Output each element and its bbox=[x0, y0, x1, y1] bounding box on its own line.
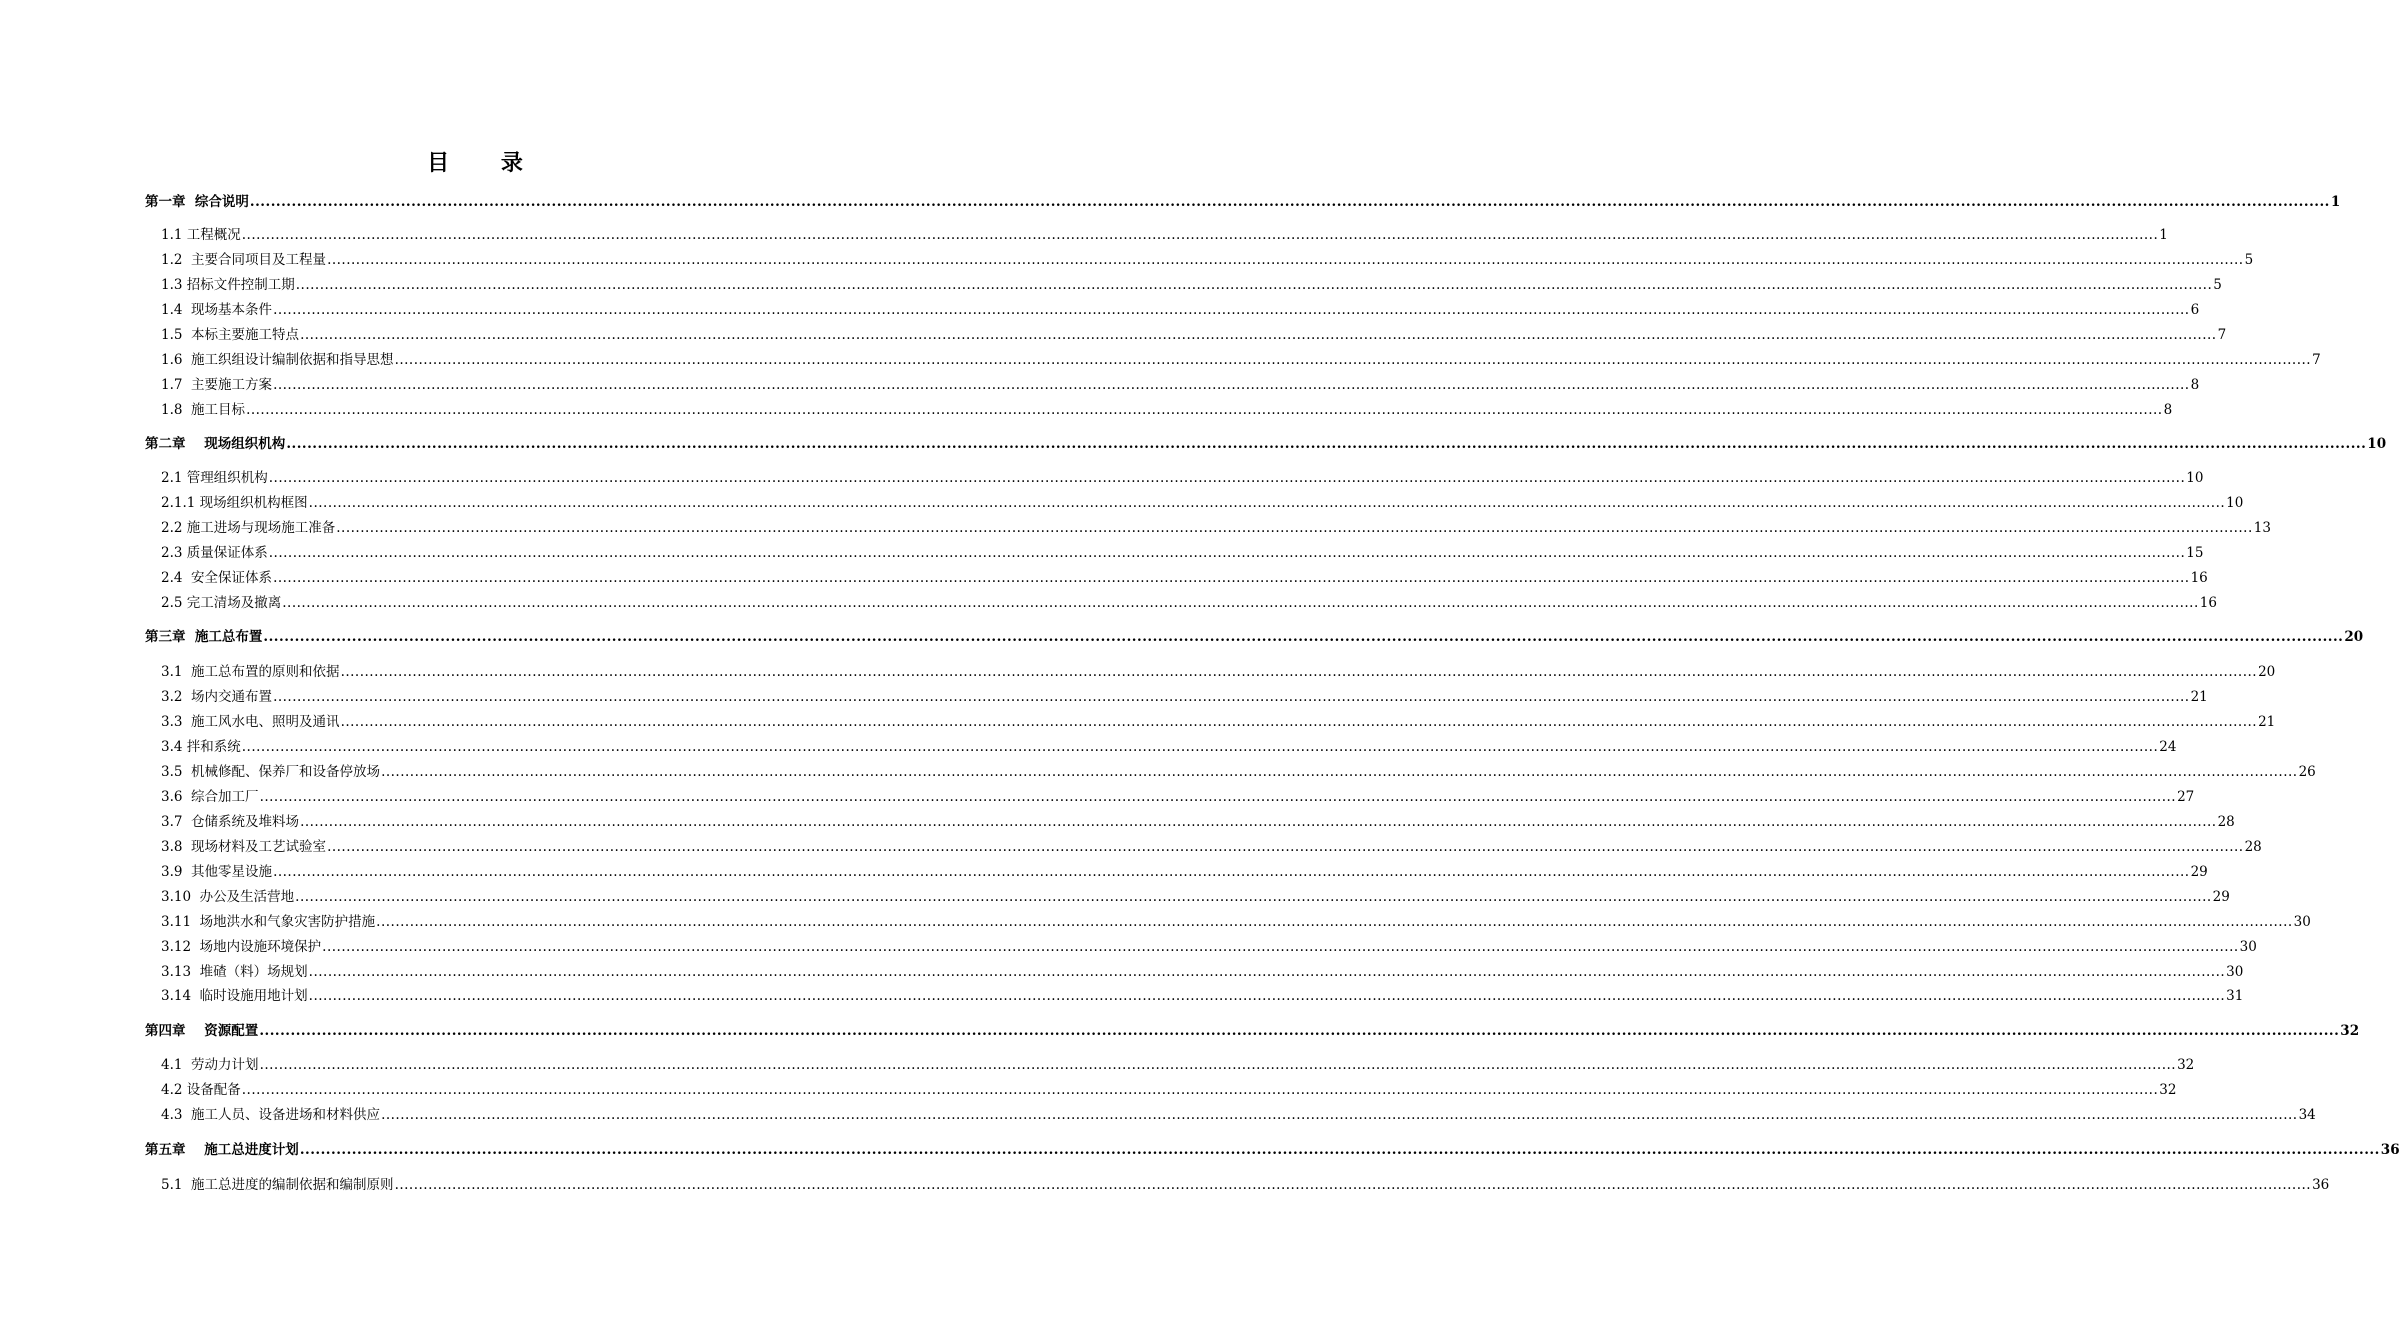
toc-entry-title: 3.13 堆碴（料）场规划 bbox=[161, 964, 308, 980]
toc-entry-title: 第五章 施工总进度计划 bbox=[145, 1142, 299, 1158]
dot-leader: ................................................................................................................................................................................................................................................................................................................................................................................................................ bbox=[241, 227, 2159, 243]
toc-entry-title: 3.7 仓储系统及堆料场 bbox=[161, 814, 300, 830]
toc-entry-page-number: 7 bbox=[2217, 327, 2227, 343]
toc-section-entry[interactable] bbox=[161, 399, 2173, 419]
dot-leader: ................................................................................................................................................................................................................................................................................................................................................................................................................ bbox=[381, 764, 2298, 780]
toc-entry-page-number: 29 bbox=[2190, 864, 2208, 880]
toc-entry-title: 2.5 完工清场及撤离 bbox=[161, 595, 282, 611]
toc-section-entry[interactable] bbox=[161, 492, 2244, 512]
toc-entry-title: 1.6 施工织组设计编制依据和指导思想 bbox=[161, 352, 394, 368]
toc-entry-title: 4.3 施工人员、设备进场和材料供应 bbox=[161, 1107, 381, 1123]
dot-leader: ................................................................................................................................................................................................................................................................................................................................................................................................................ bbox=[381, 1107, 2298, 1123]
toc-entry-page-number: 32 bbox=[2159, 1082, 2177, 1098]
toc-entry-title: 3.6 综合加工厂 bbox=[161, 789, 259, 805]
dot-leader: ................................................................................................................................................................................................................................................................................................................................................................................................................ bbox=[241, 1082, 2159, 1098]
toc-entry-page-number: 16 bbox=[2199, 595, 2217, 611]
toc-section-entry[interactable] bbox=[161, 985, 2244, 1005]
dot-leader: ................................................................................................................................................................................................................................................................................................................................................................................................................ bbox=[273, 689, 2190, 705]
toc-entry-page-number: 28 bbox=[2244, 839, 2262, 855]
toc-entry-page-number: 1 bbox=[2159, 227, 2168, 243]
toc-entry-page-number: 5 bbox=[2213, 277, 2222, 293]
toc-section-entry[interactable] bbox=[161, 374, 2200, 394]
toc-section-entry[interactable] bbox=[161, 1174, 2330, 1194]
toc-entry-title: 3.1 施工总布置的原则和依据 bbox=[161, 664, 340, 680]
toc-entry-title: 第三章 施工总布置 bbox=[145, 629, 263, 645]
dot-leader: ................................................................................................................................................................................................................................................................................................................................................................................................................ bbox=[273, 302, 2190, 318]
dot-leader: ................................................................................................................................................................................................................................................................................................................................................................................................................ bbox=[273, 377, 2190, 393]
toc-entry-page-number: 31 bbox=[2226, 988, 2244, 1004]
toc-entry-title: 1.8 施工目标 bbox=[161, 402, 246, 418]
toc-section-entry[interactable] bbox=[161, 711, 2276, 731]
toc-entry-page-number: 10 bbox=[2226, 495, 2244, 511]
dot-leader: ................................................................................................................................................................................................................................................................................................................................................................................................................ bbox=[268, 470, 2186, 486]
toc-section-entry[interactable] bbox=[161, 299, 2200, 319]
toc-entry-title: 1.7 主要施工方案 bbox=[161, 377, 273, 393]
toc-entry-page-number: 28 bbox=[2217, 814, 2235, 830]
toc-entry-page-number: 32 bbox=[2177, 1057, 2195, 1073]
toc-section-entry[interactable] bbox=[161, 861, 2208, 881]
toc-entry-page-number: 6 bbox=[2190, 302, 2200, 318]
toc-section-entry[interactable] bbox=[161, 249, 2254, 269]
toc-entry-page-number: 30 bbox=[2293, 914, 2311, 930]
toc-entry-title: 2.4 安全保证体系 bbox=[161, 570, 273, 586]
toc-section-entry[interactable] bbox=[161, 542, 2204, 562]
toc-entry-page-number: 10 bbox=[2186, 470, 2204, 486]
toc-entry-page-number: 36 bbox=[2312, 1177, 2330, 1193]
toc-entry-title: 3.11 场地洪水和气象灾害防护措施 bbox=[161, 914, 376, 930]
toc-chapter-entry[interactable] bbox=[145, 626, 2364, 646]
toc-section-entry[interactable] bbox=[161, 1054, 2195, 1074]
toc-entry-title: 3.9 其他零星设施 bbox=[161, 864, 273, 880]
toc-section-entry[interactable] bbox=[161, 811, 2235, 831]
toc-entry-title: 2.1 管理组织机构 bbox=[161, 470, 268, 486]
toc-entry-page-number: 8 bbox=[2163, 402, 2173, 418]
toc-entry-title: 2.3 质量保证体系 bbox=[161, 545, 268, 561]
toc-chapter-entry[interactable] bbox=[145, 433, 2387, 453]
toc-entry-page-number: 20 bbox=[2344, 629, 2364, 645]
toc-entry-page-number: 34 bbox=[2298, 1107, 2316, 1123]
toc-section-entry[interactable] bbox=[161, 324, 2227, 344]
toc-section-entry[interactable] bbox=[161, 961, 2244, 981]
dot-leader: ................................................................................................................................................................................................................................................................................................................................................................................................................ bbox=[249, 194, 2330, 210]
toc-entry-title: 1.3 招标文件控制工期 bbox=[161, 277, 295, 293]
toc-entry-page-number: 7 bbox=[2312, 352, 2321, 368]
toc-section-entry[interactable] bbox=[161, 1104, 2316, 1124]
toc-entry-page-number: 29 bbox=[2212, 889, 2230, 905]
dot-leader: ................................................................................................................................................................................................................................................................................................................................................................................................................ bbox=[282, 595, 2199, 611]
toc-section-entry[interactable] bbox=[161, 786, 2195, 806]
dot-leader: ................................................................................................................................................................................................................................................................................................................................................................................................................ bbox=[308, 964, 2226, 980]
toc-entry-page-number: 1 bbox=[2330, 194, 2341, 210]
dot-leader: ................................................................................................................................................................................................................................................................................................................................................................................................................ bbox=[286, 436, 2367, 452]
toc-section-entry[interactable] bbox=[161, 517, 2271, 537]
toc-section-entry[interactable] bbox=[161, 936, 2257, 956]
toc-section-entry[interactable] bbox=[161, 567, 2208, 587]
toc-chapter-entry[interactable] bbox=[145, 1020, 2360, 1040]
toc-entry-page-number: 16 bbox=[2190, 570, 2208, 586]
toc-entry-title: 3.5 机械修配、保养厂和设备停放场 bbox=[161, 764, 381, 780]
toc-entry-title: 3.14 临时设施用地计划 bbox=[161, 988, 308, 1004]
dot-leader: ................................................................................................................................................................................................................................................................................................................................................................................................................ bbox=[299, 1142, 2380, 1158]
dot-leader: ................................................................................................................................................................................................................................................................................................................................................................................................................ bbox=[327, 839, 2244, 855]
dot-leader: ................................................................................................................................................................................................................................................................................................................................................................................................................ bbox=[322, 939, 2239, 955]
toc-section-entry[interactable] bbox=[161, 911, 2311, 931]
toc-section-entry[interactable] bbox=[161, 1079, 2177, 1099]
toc-entry-page-number: 36 bbox=[2380, 1142, 2400, 1158]
toc-entry-title: 5.1 施工总进度的编制依据和编制原则 bbox=[161, 1177, 394, 1193]
toc-section-entry[interactable] bbox=[161, 661, 2276, 681]
dot-leader: ................................................................................................................................................................................................................................................................................................................................................................................................................ bbox=[259, 1023, 2340, 1039]
toc-entry-title: 1.2 主要合同项目及工程量 bbox=[161, 252, 327, 268]
toc-chapter-entry[interactable] bbox=[145, 191, 2341, 211]
toc-entry-title: 3.12 场地内设施环境保护 bbox=[161, 939, 322, 955]
toc-section-entry[interactable] bbox=[161, 467, 2204, 487]
toc-entry-title: 4.2 设备配备 bbox=[161, 1082, 241, 1098]
dot-leader: ................................................................................................................................................................................................................................................................................................................................................................................................................ bbox=[300, 327, 2217, 343]
dot-leader: ................................................................................................................................................................................................................................................................................................................................................................................................................ bbox=[308, 495, 2226, 511]
toc-entry-page-number: 20 bbox=[2258, 664, 2276, 680]
dot-leader: ................................................................................................................................................................................................................................................................................................................................................................................................................ bbox=[295, 277, 2213, 293]
toc-section-entry[interactable] bbox=[161, 274, 2222, 294]
dot-leader: ................................................................................................................................................................................................................................................................................................................................................................................................................ bbox=[295, 889, 2212, 905]
dot-leader: ................................................................................................................................................................................................................................................................................................................................................................................................................ bbox=[308, 988, 2226, 1004]
toc-section-entry[interactable] bbox=[161, 836, 2262, 856]
toc-entry-page-number: 8 bbox=[2190, 377, 2200, 393]
toc-entry-title: 1.5 本标主要施工特点 bbox=[161, 327, 300, 343]
toc-entry-title: 第二章 现场组织机构 bbox=[145, 436, 286, 452]
toc-section-entry[interactable] bbox=[161, 224, 2168, 244]
toc-entry-title: 3.10 办公及生活营地 bbox=[161, 889, 295, 905]
toc-section-entry[interactable] bbox=[161, 761, 2316, 781]
toc-section-entry[interactable] bbox=[161, 736, 2177, 756]
toc-section-entry[interactable] bbox=[161, 886, 2230, 906]
toc-entry-page-number: 21 bbox=[2258, 714, 2276, 730]
toc-entry-title: 4.1 劳动力计划 bbox=[161, 1057, 259, 1073]
toc-entry-page-number: 32 bbox=[2340, 1023, 2360, 1039]
dot-leader: ................................................................................................................................................................................................................................................................................................................................................................................................................ bbox=[394, 1177, 2312, 1193]
dot-leader: ................................................................................................................................................................................................................................................................................................................................................................................................................ bbox=[376, 914, 2293, 930]
toc-entry-page-number: 24 bbox=[2159, 739, 2177, 755]
toc-section-entry[interactable] bbox=[161, 349, 2321, 369]
dot-leader: ................................................................................................................................................................................................................................................................................................................................................................................................................ bbox=[340, 714, 2258, 730]
dot-leader: ................................................................................................................................................................................................................................................................................................................................................................................................................ bbox=[241, 739, 2159, 755]
toc-entry-title: 第四章 资源配置 bbox=[145, 1023, 259, 1039]
dot-leader: ................................................................................................................................................................................................................................................................................................................................................................................................................ bbox=[268, 545, 2186, 561]
toc-entry-page-number: 26 bbox=[2298, 764, 2316, 780]
toc-entry-page-number: 5 bbox=[2244, 252, 2254, 268]
toc-entry-page-number: 21 bbox=[2190, 689, 2208, 705]
toc-entry-page-number: 15 bbox=[2186, 545, 2204, 561]
toc-title: 目 录 bbox=[427, 150, 545, 176]
toc-entry-page-number: 13 bbox=[2253, 520, 2271, 536]
dot-leader: ................................................................................................................................................................................................................................................................................................................................................................................................................ bbox=[327, 252, 2244, 268]
dot-leader: ................................................................................................................................................................................................................................................................................................................................................................................................................ bbox=[263, 629, 2344, 645]
toc-entry-page-number: 30 bbox=[2239, 939, 2257, 955]
toc-entry-title: 2.2 施工进场与现场施工准备 bbox=[161, 520, 336, 536]
toc-entry-page-number: 30 bbox=[2226, 964, 2244, 980]
toc-entry-title: 1.1 工程概况 bbox=[161, 227, 241, 243]
toc-entry-title: 3.4 拌和系统 bbox=[161, 739, 241, 755]
toc-entry-title: 3.2 场内交通布置 bbox=[161, 689, 273, 705]
toc-entry-title: 3.3 施工风水电、照明及通讯 bbox=[161, 714, 340, 730]
toc-entry-page-number: 10 bbox=[2367, 436, 2387, 452]
toc-entry-title: 1.4 现场基本条件 bbox=[161, 302, 273, 318]
toc-chapter-entry[interactable] bbox=[145, 1139, 2400, 1159]
toc-entry-title: 2.1.1 现场组织机构框图 bbox=[161, 495, 308, 511]
toc-entry-page-number: 27 bbox=[2177, 789, 2195, 805]
toc-section-entry[interactable] bbox=[161, 592, 2217, 612]
dot-leader: ................................................................................................................................................................................................................................................................................................................................................................................................................ bbox=[259, 789, 2177, 805]
dot-leader: ................................................................................................................................................................................................................................................................................................................................................................................................................ bbox=[259, 1057, 2177, 1073]
dot-leader: ................................................................................................................................................................................................................................................................................................................................................................................................................ bbox=[394, 352, 2312, 368]
toc-entry-title: 3.8 现场材料及工艺试验室 bbox=[161, 839, 327, 855]
dot-leader: ................................................................................................................................................................................................................................................................................................................................................................................................................ bbox=[273, 864, 2190, 880]
dot-leader: ................................................................................................................................................................................................................................................................................................................................................................................................................ bbox=[340, 664, 2258, 680]
toc-section-entry[interactable] bbox=[161, 686, 2208, 706]
dot-leader: ................................................................................................................................................................................................................................................................................................................................................................................................................ bbox=[246, 402, 2163, 418]
dot-leader: ................................................................................................................................................................................................................................................................................................................................................................................................................ bbox=[336, 520, 2253, 536]
dot-leader: ................................................................................................................................................................................................................................................................................................................................................................................................................ bbox=[273, 570, 2190, 586]
dot-leader: ................................................................................................................................................................................................................................................................................................................................................................................................................ bbox=[300, 814, 2217, 830]
toc-entry-title: 第一章 综合说明 bbox=[145, 194, 249, 210]
